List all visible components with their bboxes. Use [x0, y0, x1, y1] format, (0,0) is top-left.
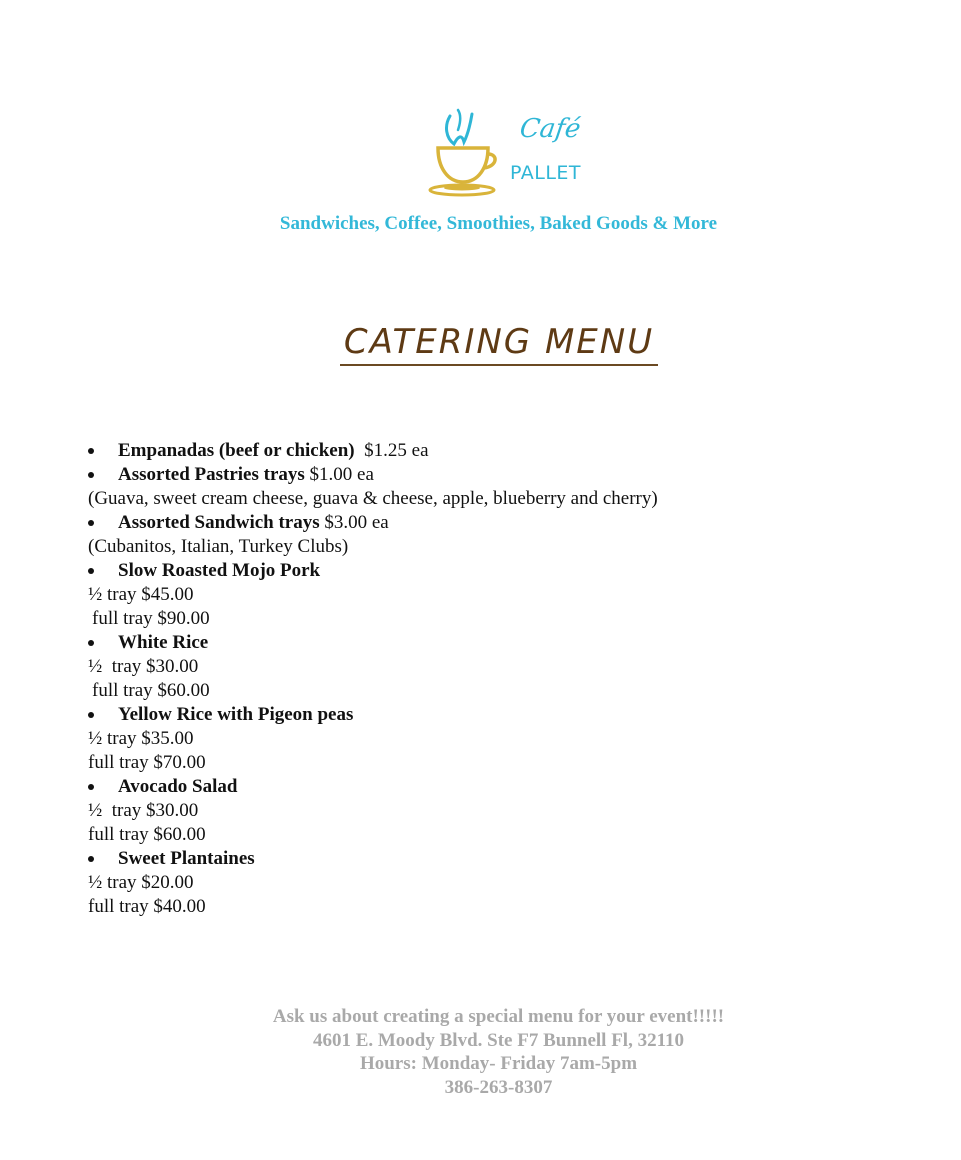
item-note: (Guava, sweet cream cheese, guava & cheese, apple, blueberry and cherry): [88, 488, 658, 509]
bullet-icon: [88, 640, 94, 646]
menu-item-yellow-rice: [88, 703, 908, 727]
menu-item-avocado-salad: [88, 775, 908, 799]
logo-cafe-text: Café: [517, 114, 583, 144]
full-tray-price: full tray $60.00: [92, 680, 210, 701]
bullet-icon: [88, 520, 94, 526]
menu-item-mojo-pork: [88, 559, 908, 583]
bullet-icon: [88, 784, 94, 790]
menu-item-empanadas: [88, 439, 908, 463]
item-name: White Rice: [118, 632, 209, 653]
full-tray-price: full tray $40.00: [88, 896, 206, 917]
bullet-icon: [88, 568, 94, 574]
half-tray-price: ½ tray $30.00: [88, 656, 199, 677]
footer-hours: Hours: Monday- Friday 7am-5pm: [359, 1053, 638, 1074]
footer-special-menu: Ask us about creating a special menu for your event!!!!!: [272, 1006, 725, 1027]
logo-pallet-text: PALLET: [510, 162, 582, 184]
bullet-icon: [88, 712, 94, 718]
full-tray-price: full tray $90.00: [92, 608, 210, 629]
footer: [0, 1005, 961, 1099]
item-price: $1.00 ea: [309, 464, 374, 485]
title-underline: [340, 364, 658, 366]
title-block: [340, 322, 658, 364]
item-name: Slow Roasted Mojo Pork: [118, 560, 321, 581]
item-name: Sweet Plantaines: [118, 848, 255, 869]
tagline: Sandwiches, Coffee, Smoothies, Baked Goods & More: [279, 213, 718, 234]
item-name: Yellow Rice with Pigeon peas: [118, 704, 354, 725]
bullet-icon: [88, 472, 94, 478]
full-tray-price: full tray $60.00: [88, 824, 206, 845]
item-name: Assorted Sandwich trays: [118, 512, 320, 533]
half-tray-price: ½ tray $20.00: [88, 872, 194, 893]
menu-item-sandwich: [88, 511, 908, 535]
page-title: CATERING MENU: [343, 322, 655, 362]
item-price: $3.00 ea: [324, 512, 389, 533]
item-note: (Cubanitos, Italian, Turkey Clubs): [88, 536, 349, 557]
bullet-icon: [88, 856, 94, 862]
menu-item-sweet-plantaines: [88, 847, 908, 871]
menu-item-white-rice: [88, 631, 908, 655]
half-tray-price: ½ tray $35.00: [88, 728, 194, 749]
menu-list: [88, 439, 908, 919]
cafe-pallet-logo: [428, 104, 588, 200]
full-tray-price: full tray $70.00: [88, 752, 206, 773]
half-tray-price: ½ tray $30.00: [88, 800, 199, 821]
footer-phone: 386-263-8307: [444, 1076, 553, 1098]
bullet-icon: [88, 448, 94, 454]
half-tray-price: ½ tray $45.00: [88, 584, 194, 605]
menu-item-pastries: [88, 463, 908, 487]
item-price: $1.25 ea: [364, 440, 429, 461]
item-name: Avocado Salad: [118, 776, 238, 797]
item-name: Assorted Pastries trays: [118, 464, 305, 485]
item-name: Empanadas (beef or chicken): [118, 440, 355, 461]
footer-address: 4601 E. Moody Blvd. Ste F7 Bunnell Fl, 32110: [312, 1029, 685, 1051]
